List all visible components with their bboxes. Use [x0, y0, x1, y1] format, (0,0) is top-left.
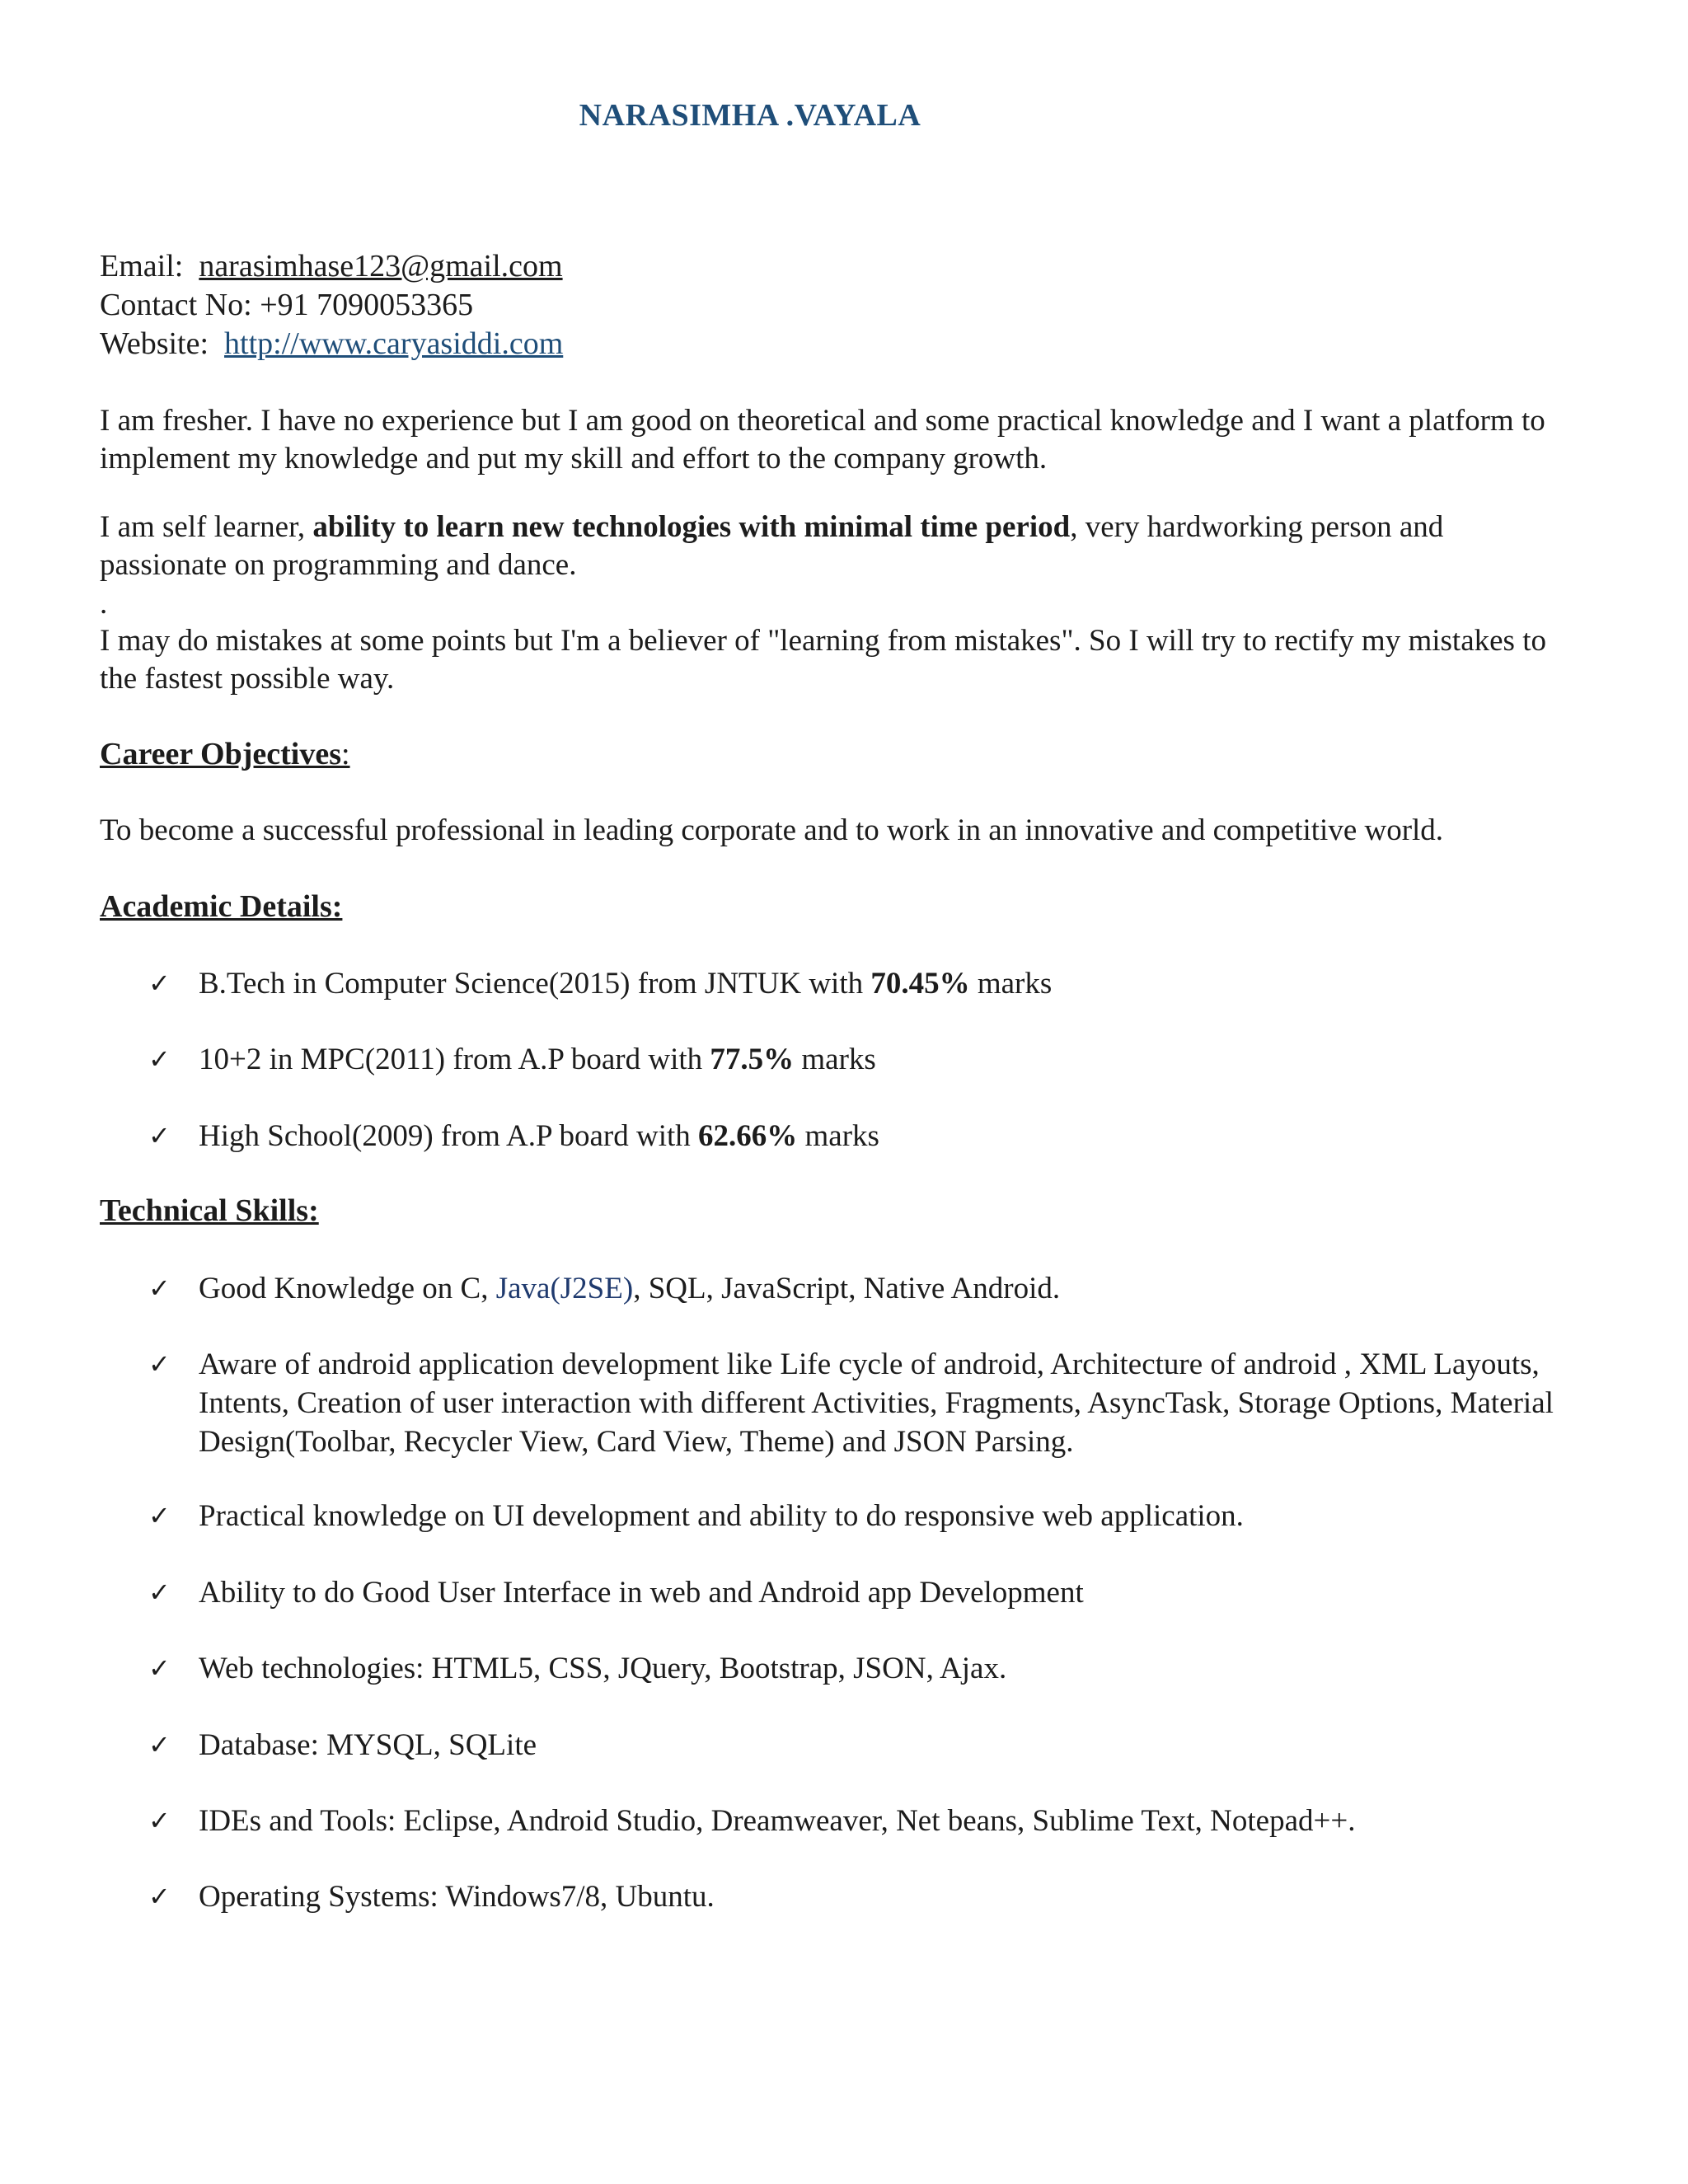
website-label: Website: [100, 326, 209, 361]
academic-item-suffix: marks [969, 967, 1053, 1001]
phone-row [100, 286, 563, 325]
skill-item-text: Web technologies: HTML5, CSS, JQuery, Bootstrap, JSON, Ajax. [199, 1652, 1007, 1685]
website-row [100, 325, 563, 363]
check-icon: ✓ [148, 968, 171, 999]
check-icon: ✓ [148, 1577, 171, 1608]
skill-item-text: Practical knowledge on UI development and ability to do responsive web application. [199, 1499, 1244, 1533]
phone-value: +91 7090053365 [260, 288, 474, 322]
academic-item-desc: High School(2009) from A.P board with [199, 1119, 699, 1153]
check-icon: ✓ [148, 1348, 171, 1380]
intro-paragraph-2 [100, 509, 1559, 584]
academic-item-suffix: marks [797, 1119, 879, 1153]
check-icon: ✓ [148, 1729, 171, 1760]
skill-item-text: Aware of android application development like Life cycle of android, Architecture of android , XML Layouts, Intents, Creation of user interaction with different Activities, Fragments, AsyncTask, Storage Options, Material Design(Toolbar, Recycler View, Card View, Theme) and JSON Parsing. [199, 1347, 1554, 1459]
career-heading-text: Career Objectives [100, 737, 341, 771]
intro-paragraph-3: I may do mistakes at some points but I'm a believer of "learning from mistakes". So I will try to rectify my mistakes to the fastest possible way. [100, 624, 1546, 696]
separator-dot: . [100, 587, 108, 621]
academic-item-percent: 77.5% [710, 1043, 795, 1076]
skill-languages-start: Good Knowledge on C, [199, 1272, 496, 1305]
skill-java: Java(J2SE) [495, 1272, 634, 1305]
academic-details-heading: Academic Details: [100, 889, 343, 924]
email-label: Email: [100, 249, 184, 284]
technical-skills-heading: Technical Skills: [100, 1193, 319, 1228]
skill-item-text: IDEs and Tools: Eclipse, Android Studio, Dreamweaver, Net beans, Sublime Text, Notepad++. [199, 1804, 1356, 1838]
skill-item-text: Database: MYSQL, SQLite [199, 1728, 537, 1762]
email-link[interactable]: narasimhase123@gmail.com [199, 249, 563, 284]
skill-item-text: Ability to do Good User Interface in web and Android app Development [199, 1576, 1084, 1610]
check-icon: ✓ [148, 1500, 171, 1531]
academic-item-percent: 70.45% [870, 967, 970, 1001]
career-objective-text: To become a successful professional in leading corporate and to work in an innovative and competitive world. [100, 813, 1444, 847]
check-icon: ✓ [148, 1272, 171, 1304]
academic-item-suffix: marks [794, 1043, 876, 1076]
academic-item-percent: 62.66% [698, 1119, 798, 1153]
check-icon: ✓ [148, 1805, 171, 1836]
career-objectives-heading [100, 736, 350, 772]
academic-item-desc: B.Tech in Computer Science(2015) from JNTUK with [199, 967, 871, 1001]
skill-item-text: Operating Systems: Windows7/8, Ubuntu. [199, 1880, 715, 1914]
academic-item-text [199, 1117, 1559, 1155]
check-icon: ✓ [148, 1043, 171, 1075]
email-row [100, 247, 563, 286]
check-icon: ✓ [148, 1881, 171, 1912]
intro-paragraph-1: I am fresher. I have no experience but I am good on theoretical and some practical knowledge and I want a platform to implement my knowledge and put my skill and effort to the company growth. [100, 404, 1545, 476]
website-link[interactable]: http://www.caryasiddi.com [224, 326, 564, 361]
skill-item-text [199, 1269, 1559, 1308]
academic-item-text [199, 1040, 1559, 1079]
check-icon: ✓ [148, 1652, 171, 1684]
academic-item-text [199, 964, 1559, 1003]
intro-p2-bold: ability to learn new technologies with minimal time period [312, 510, 1071, 544]
intro-p2-start: I am self learner, [100, 510, 313, 544]
career-heading-colon: : [340, 737, 350, 771]
candidate-name: NARASIMHA .VAYALA [579, 98, 921, 133]
skill-languages-end: , SQL, JavaScript, Native Android. [633, 1272, 1061, 1305]
academic-item-desc: 10+2 in MPC(2011) from A.P board with [199, 1043, 710, 1076]
phone-label: Contact No: [100, 288, 252, 322]
contact-block [100, 247, 563, 363]
check-icon: ✓ [148, 1120, 171, 1151]
intro-p2-end: , very hardworking person and passionate on programming and dance. [100, 510, 1444, 582]
